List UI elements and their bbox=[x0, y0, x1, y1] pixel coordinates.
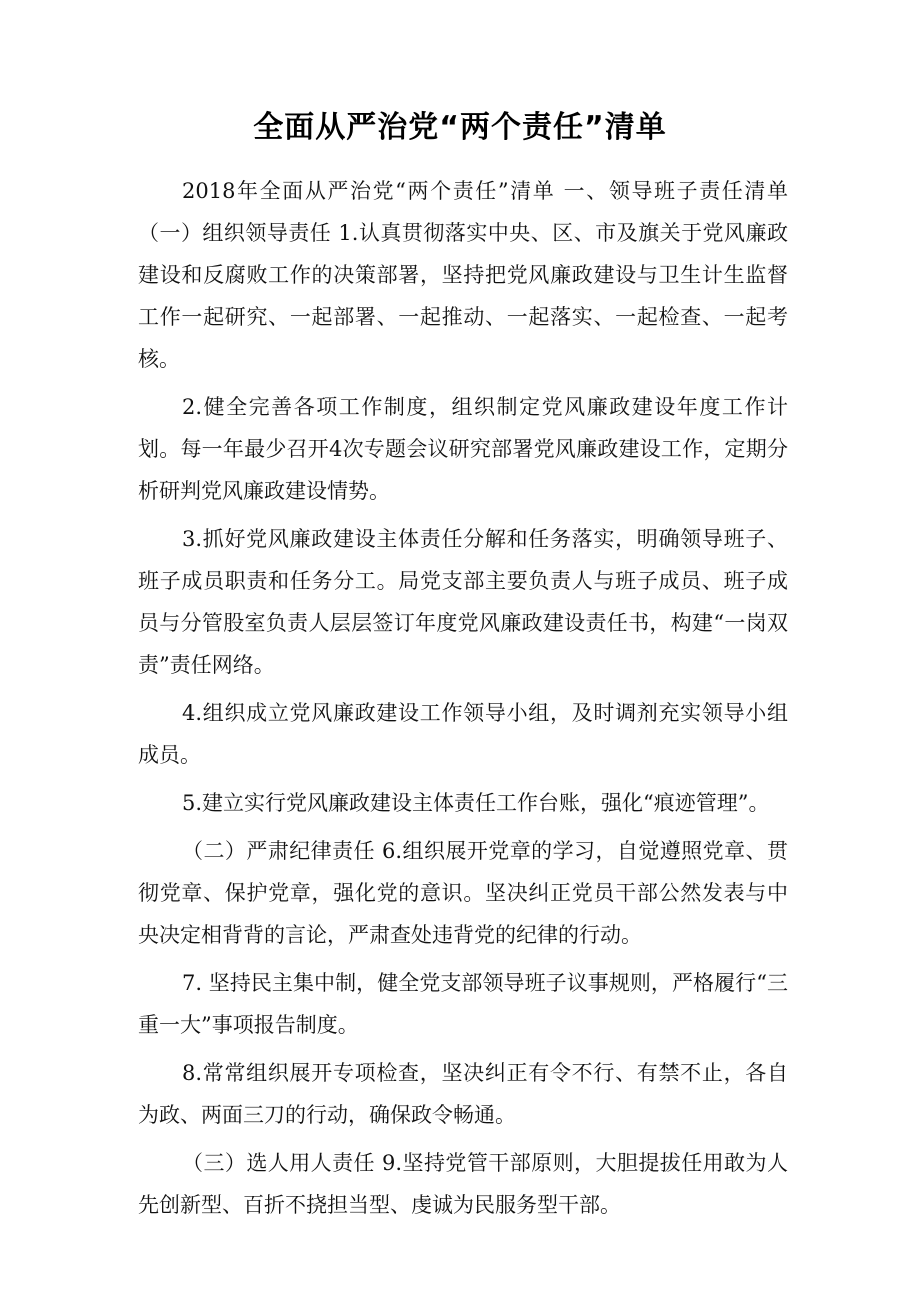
paragraph-8: 8.常常组织展开专项检查，坚决纠正有令不行、有禁不止，各自为政、两面三刀的行动，确保政令畅通。 bbox=[138, 1061, 788, 1127]
paragraph-1: 2018年全面从严治党“两个责任”清单 一、领导班子责任清单（一）组织领导责任 1.认真贯彻落实中央、区、市及旗关于党风廉政建设和反腐败工作的决策部署，坚持把党风廉政建设与卫生计生监督工作一起研究、一起部署、一起推动、一起落实、一起检查、一起考核。 bbox=[138, 179, 788, 371]
paragraph-5: 5.建立实行党风廉政建设主体责任工作台账，强化“痕迹管理”。 bbox=[182, 791, 770, 815]
paragraph-3: 3.抓好党风廉政建设主体责任分解和任务落实，明确领导班子、班子成员职责和任务分工。局党支部主要负责人与班子成员、班子成员与分管股室负责人层层签订年度党风廉政建设责任书，构建“一岗双责”责任网络。 bbox=[138, 527, 788, 677]
document-title: 全面从严治党“两个责任”清单 bbox=[253, 110, 667, 145]
paragraph-9: （三）选人用人责任 9.坚持党管干部原则，大胆提拔任用敢为人先创新型、百折不挠担当型、虔诚为民服务型干部。 bbox=[138, 1151, 788, 1217]
paragraph-6: （二）严肃纪律责任 6.组织展开党章的学习，自觉遵照党章、贯彻党章、保护党章，强化党的意识。坚决纠正党员干部公然发表与中央决定相背背的言论，严肃查处违背党的纪律的行动。 bbox=[138, 839, 788, 947]
document-body bbox=[138, 170, 788, 1232]
paragraph-2: 2.健全完善各项工作制度，组织制定党风廉政建设年度工作计划。每一年最少召开4次专题会议研究部署党风廉政建设工作，定期分析研判党风廉政建设情势。 bbox=[138, 395, 788, 503]
paragraph-7: 7. 坚持民主集中制，健全党支部领导班子议事规则，严格履行“三重一大”事项报告制度。 bbox=[138, 971, 788, 1037]
paragraph-4: 4.组织成立党风廉政建设工作领导小组，及时调剂充实领导小组成员。 bbox=[138, 701, 788, 767]
